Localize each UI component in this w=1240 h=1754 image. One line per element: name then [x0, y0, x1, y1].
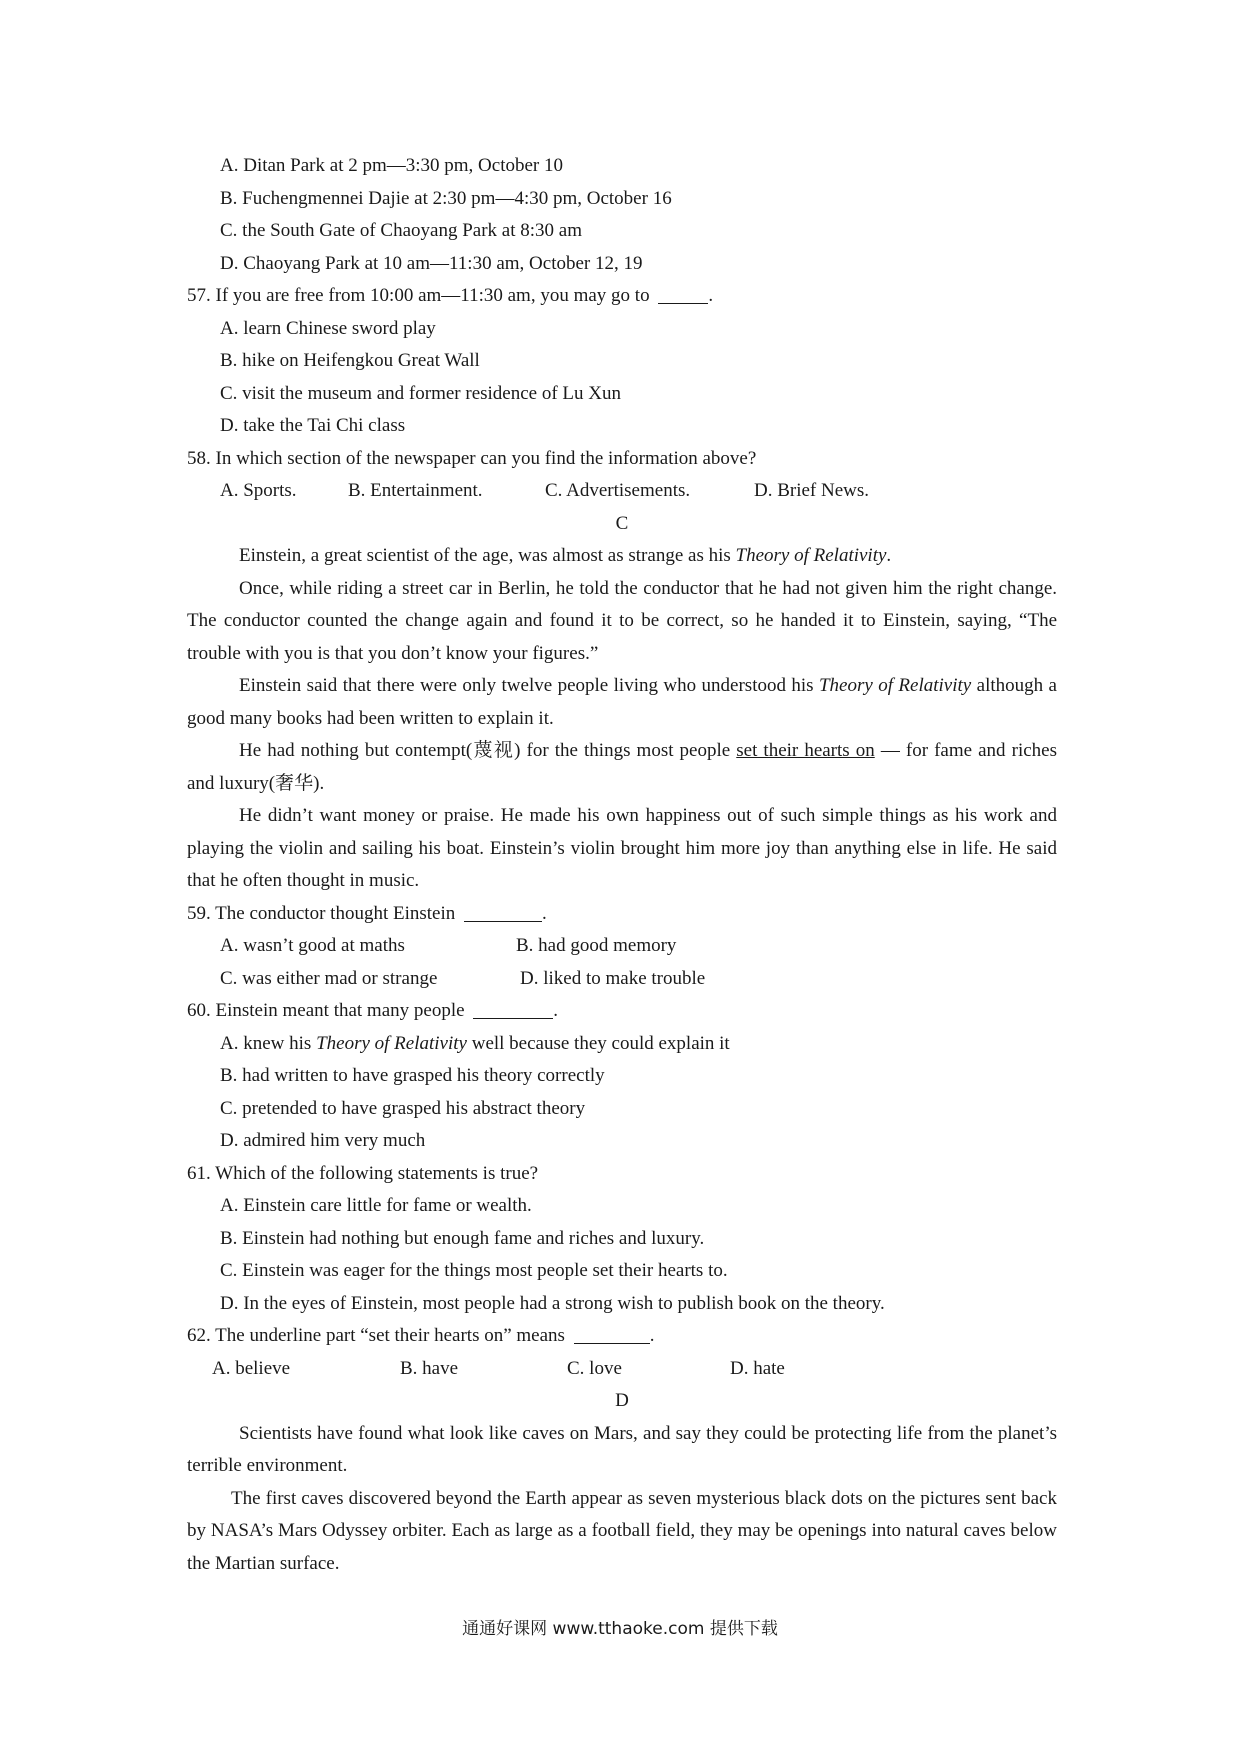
q57-option-a: A. learn Chinese sword play	[220, 317, 436, 339]
q59-stem: 59. The conductor thought Einstein .	[187, 902, 547, 924]
q59-option-c: C. was either mad or strange	[220, 967, 438, 989]
q62-option-c: C. love	[567, 1357, 622, 1379]
q57-option-d: D. take the Tai Chi class	[220, 415, 406, 436]
answer-blank	[574, 1323, 650, 1344]
section-d-heading: D	[615, 1390, 629, 1411]
q59-options-row-1	[187, 930, 1057, 963]
q57-stem: 57. If you are free from 10:00 am—11:30 am, you may go to .	[187, 285, 714, 306]
q59-option-a: A. wasn’t good at maths	[220, 935, 405, 956]
section-c-paragraph-5: He didn’t want money or praise. He made his own happiness out of such simple things as his work and playing the violin and sailing his boat. Einstein’s violin brought him more joy than anything else in life. He said that he often thought in music.	[187, 805, 1057, 891]
q61-option-c: C. Einstein was eager for the things most people set their hearts to.	[220, 1260, 728, 1281]
q61-option-b: B. Einstein had nothing but enough fame and riches and luxury.	[220, 1227, 705, 1249]
q56-option-d: D. Chaoyang Park at 10 am—11:30 am, October 12, 19	[220, 252, 643, 274]
answer-blank	[658, 283, 708, 304]
section-d-paragraph-1: Scientists have found what look like caves on Mars, and say they could be protecting life from the planet’s terrible environment.	[187, 1422, 1057, 1476]
q56-option-a: A. Ditan Park at 2 pm—3:30 pm, October 10	[220, 155, 564, 176]
exam-page	[187, 150, 1057, 1580]
section-c-paragraph-4: He had nothing but contempt(蔑视) for the things most people set their hearts on — for fame and riches and luxury(奢华).	[187, 740, 1057, 794]
q62-option-b: B. have	[400, 1357, 459, 1379]
q56-option-b: B. Fuchengmennei Dajie at 2:30 pm—4:30 pm, October 16	[220, 187, 672, 209]
q58-option-c: C. Advertisements.	[545, 480, 691, 501]
q62-option-d: D. hate	[730, 1357, 785, 1379]
q62-option-a: A. believe	[212, 1357, 291, 1379]
page-footer: 通通好课网 www.tthaoke.com 提供下载	[462, 1619, 778, 1639]
q60-option-a: A. knew his Theory of Relativity well because they could explain it	[220, 1032, 730, 1054]
q56-option-c: C. the South Gate of Chaoyang Park at 8:30 am	[220, 220, 582, 241]
section-c-heading: C	[615, 512, 629, 534]
q58-option-b: B. Entertainment.	[348, 480, 483, 501]
section-c-paragraph-2: Once, while riding a street car in Berlin, he told the conductor that he had not given him the right change. The conductor counted the change again and found it to be correct, so he handed it to Einstein, saying, “The trouble with you is that you don’t know your figures.”	[187, 577, 1057, 664]
q61-stem: 61. Which of the following statements is true?	[187, 1162, 539, 1184]
q58-option-a: A. Sports.	[220, 480, 297, 501]
section-c-paragraph-1: Einstein, a great scientist of the age, was almost as strange as his Theory of Relativity.	[239, 545, 892, 566]
q58-stem: 58. In which section of the newspaper can you find the information above?	[187, 447, 757, 469]
q58-option-d: D. Brief News.	[754, 480, 870, 501]
q59-option-b: B. had good memory	[516, 935, 677, 956]
q60-option-b: B. had written to have grasped his theory correctly	[220, 1065, 605, 1086]
q61-option-a: A. Einstein care little for fame or wealth.	[220, 1195, 532, 1216]
q59-options-row-2	[187, 963, 1057, 996]
q60-option-c: C. pretended to have grasped his abstract theory	[220, 1097, 586, 1119]
q61-option-d: D. In the eyes of Einstein, most people had a strong wish to publish book on the theory.	[220, 1292, 885, 1314]
q57-option-c: C. visit the museum and former residence of Lu Xun	[220, 382, 622, 404]
q57-option-b: B. hike on Heifengkou Great Wall	[220, 350, 480, 371]
q62-options	[187, 1353, 1057, 1386]
underlined-phrase: set their hearts on	[736, 740, 875, 761]
q58-options	[187, 475, 1057, 508]
q60-stem: 60. Einstein meant that many people .	[187, 1000, 559, 1021]
section-d-paragraph-2: The first caves discovered beyond the Earth appear as seven mysterious black dots on the pictures sent back by NASA’s Mars Odyssey orbiter. Each as large as a football field, they may be openings into natural caves below the Martian surface.	[187, 1487, 1057, 1574]
q59-option-d: D. liked to make trouble	[520, 967, 706, 989]
section-c-paragraph-3: Einstein said that there were only twelve people living who understood his Theory of Relativity although a good many books had been written to explain it.	[187, 675, 1057, 729]
q62-stem: 62. The underline part “set their hearts on” means .	[187, 1325, 655, 1346]
q60-option-d: D. admired him very much	[220, 1130, 426, 1151]
answer-blank	[473, 998, 553, 1019]
answer-blank	[464, 901, 542, 922]
